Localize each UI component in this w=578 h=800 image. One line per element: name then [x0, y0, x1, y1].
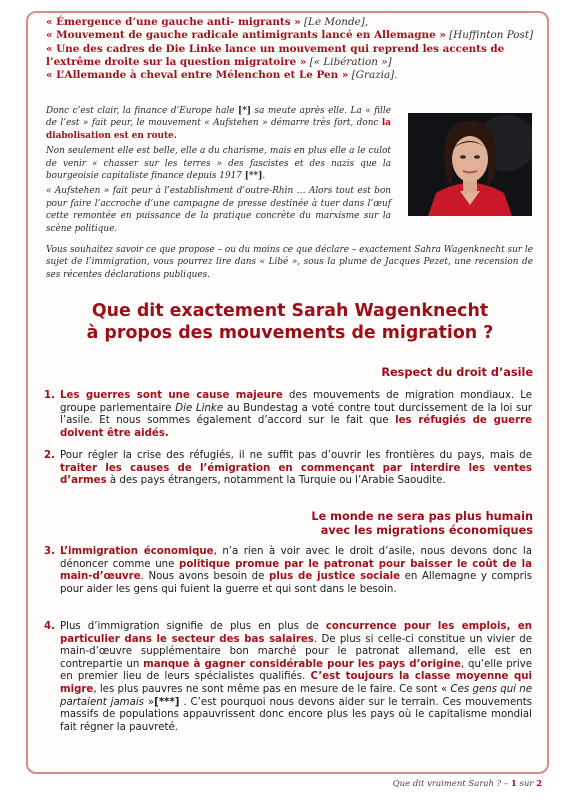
intro-paragraph: Vous souhaitez savoir ce que propose – ou du moins ce que déclare – exactement Sahra Wagenknecht sur le sujet de l’immigration, vous pourrez lire dans « Libé », sous la plume de Jacques Pezet, une recension de ses récentes déclarations publiques.	[46, 245, 533, 280]
headline-list	[46, 16, 536, 82]
headline-item: « Émergence d’une gauche anti- migrants » [Le Monde],	[46, 16, 369, 28]
intro-paragraph: « Aufstehen » fait peur à l’establishment d’outre-Rhin … Alors tout est bon pour faire l’accroche d’une campagne de presse destinée à tuer dans l’œuf cette remontée en puissance de la pratique concrète du marxisme sur la scène politique.	[46, 186, 391, 234]
headline-item: « Une des cadres de Die Linke lance un mouvement qui reprend les accents de l’extrême droite sur la question migratoire » [« Libération »]	[46, 42, 505, 68]
list-item: 3. L’immigration économique, n’a rien à voir avec le droit d’asile, nous devons donc la dénoncer comme une politique promue par le patronat pour baisser le coût de la main-d’œuvre. Nous avons besoin de plus de justice sociale en Allemagne y compris pour aider les gens qui fuient la guerre et qui sont dans le besoin.	[44, 546, 533, 595]
section-heading: Respect du droit d’asile	[381, 366, 533, 379]
headline-item: « Mouvement de gauche radicale antimigrants lancé en Allemagne » [Huffinton Post]	[46, 29, 534, 42]
section-heading: Le monde ne sera pas plus humain avec les migrations économiques	[311, 510, 533, 537]
intro-paragraph: Donc c’est clair, la finance d’Europe hale [*] sa meute après elle. La « fille de l’est » fait peur, le mouvement « Aufstehen » démarre très fort, donc la diabolisation est en route.	[46, 106, 391, 141]
list-item: 1. Les guerres sont une cause majeure des mouvements de migration mondiaux. Le groupe parlementaire Die Linke au Bundestag a voté contre tout durcissement de la loi sur l’asile. Et nous sommes également d’accord sur le fait que les réfugiés de guerre doivent être aidés.	[44, 390, 532, 439]
intro-text	[46, 105, 391, 238]
list-item: 4. Plus d’immigration signifie de plus en plus de concurrence pour les emplois, en particulier dans le secteur des bas salaires. De plus si celle-ci constitue un vivier de main-d’œuvre supplémentaire bon marché pour le patronat allemand, elle est en contrepartie un manque à gagner considérable pour les pays d’origine, qu’elle prive en premier lieu de leurs spécialistes qualifiés. C’est toujours la classe moyenne qui migre, les plus pauvres ne sont même pas en mesure de le faire. Ce sont « Ces gens qui ne partaient jamais »[***] . C’est pourquoi nous devons aider sur le terrain. Ces mouvements massifs de populations appauvrissent donc encore plus les pays où le capitalisme mondial fait régner la pauvreté.	[44, 621, 532, 733]
page-footer: Que dit vraiment Sarah ? – 1 sur 2	[392, 779, 542, 789]
intro-summary	[46, 244, 533, 284]
intro-paragraph: Non seulement elle est belle, elle a du charisme, mais en plus elle a le culot de venir « chasser sur les terres » des fascistes et des nazis que la bourgeoisie capitaliste finance depuis 1917 [**].	[46, 146, 391, 182]
list-item: 2. Pour régler la crise des réfugiés, il ne suffit pas d’ouvrir les frontières du pays, mais de traiter les causes de l’émigration en commençant par interdire les ventes d’armes à des pays étrangers, notamment la Turquie ou l’Arabie Saoudite.	[44, 450, 532, 487]
page-title: Que dit exactement Sarah Wagenknecht à propos des mouvements de migration ?	[86, 301, 494, 343]
portrait-illustration	[408, 113, 532, 216]
portrait-photo	[408, 113, 532, 216]
headline-item: « L’Allemande à cheval entre Mélenchon et Le Pen » [Grazia].	[46, 69, 398, 82]
